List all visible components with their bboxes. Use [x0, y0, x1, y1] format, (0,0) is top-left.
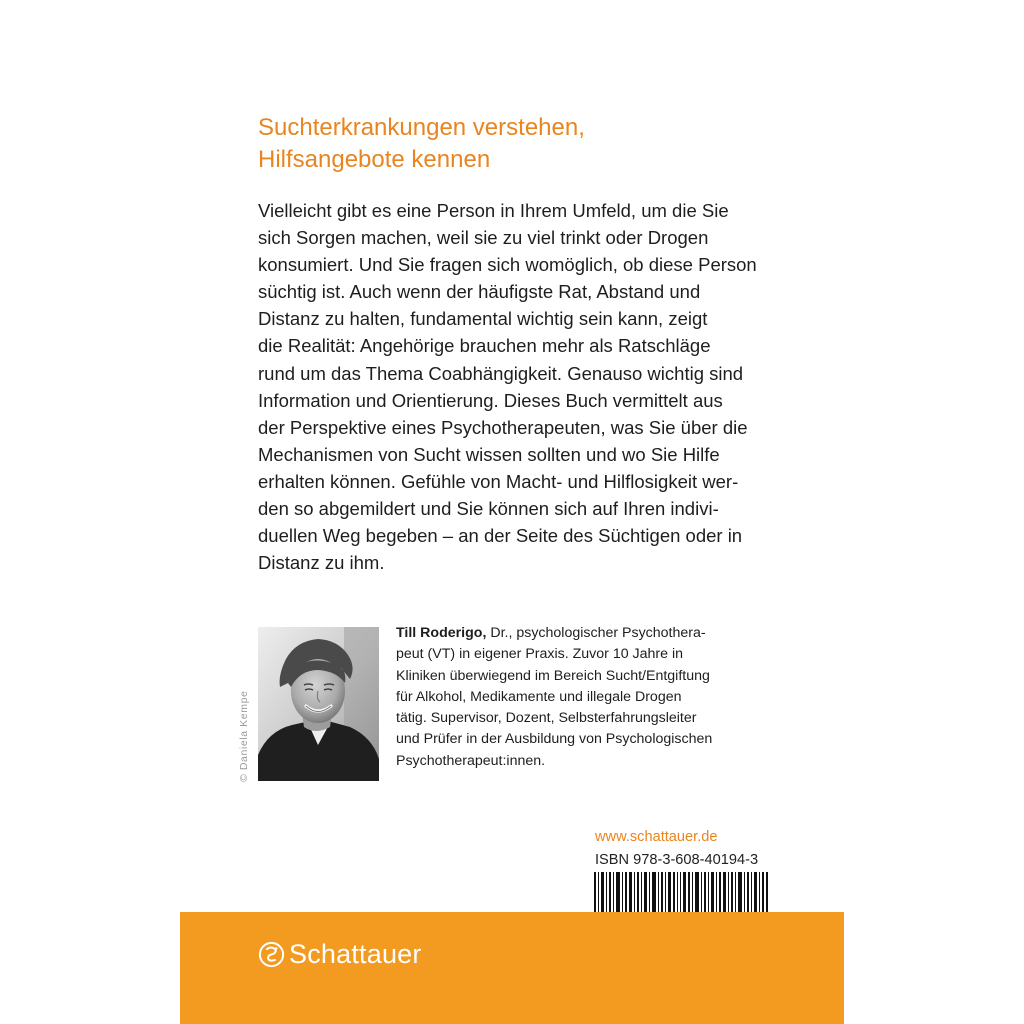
- blurb-line: Vielleicht gibt es eine Person in Ihrem Umfeld, um die Sie: [258, 200, 729, 221]
- author-bio-line: Kliniken überwiegend im Bereich Sucht/Entgiftung: [396, 667, 710, 684]
- author-portrait-icon: [258, 627, 379, 781]
- schattauer-logo-mark-icon: [258, 941, 285, 968]
- isbn-number: ISBN 978-3-608-40194-3: [595, 852, 759, 868]
- blurb-line: Distanz zu halten, fundamental wichtig sein kann, zeigt: [258, 308, 708, 330]
- author-bio-line: und Prüfer in der Ausbildung von Psychologischen: [396, 731, 713, 748]
- blurb-line: duellen Weg begeben – an der Seite des Süchtigen oder in: [258, 525, 743, 547]
- publisher-website[interactable]: www.schattauer.de: [595, 829, 718, 845]
- publisher-logo-text: Schattauer: [289, 938, 422, 969]
- blurb-line: den so abgemildert und Sie können sich auf Ihren indivi-: [258, 498, 719, 520]
- blurb-line: rund um das Thema Coabhängigkeit. Genauso wichtig sind: [258, 362, 744, 384]
- blurb-line: konsumiert. Und Sie fragen sich womöglich, ob diese Person: [258, 254, 757, 276]
- publisher-logo: [258, 936, 422, 972]
- author-bio-line: Psychotherapeut:innen.: [396, 752, 546, 769]
- author-bio-line: für Alkohol, Medikamente und illegale Drogen: [396, 688, 682, 705]
- author-name: Till Roderigo,: [396, 625, 487, 641]
- headline-line-1: Suchterkrankungen verstehen,: [258, 114, 585, 141]
- blurb-line: Mechanismen von Sucht wissen sollten und wo Sie Hilfe: [258, 443, 720, 465]
- author-photo: [258, 627, 379, 781]
- headline-line-2: Hilfsangebote kennen: [258, 146, 491, 173]
- author-bio-line: Dr., psychologischer Psychothera-: [486, 625, 706, 641]
- blurb-text: [258, 197, 788, 576]
- blurb-line: süchtig ist. Auch wenn der häufigste Rat, Abstand und: [258, 281, 701, 303]
- author-bio-line: tätig. Supervisor, Dozent, Selbsterfahrungsleiter: [396, 710, 697, 727]
- photo-credit: © Daniela Kempe: [238, 690, 250, 782]
- author-bio-line: peut (VT) in eigener Praxis. Zuvor 10 Jahre in: [396, 646, 684, 663]
- blurb-line: der Perspektive eines Psychotherapeuten, was Sie über die: [258, 416, 748, 438]
- blurb-line: sich Sorgen machen, weil sie zu viel trinkt oder Drogen: [258, 227, 709, 249]
- blurb-line: die Realität: Angehörige brauchen mehr als Ratschläge: [258, 335, 711, 357]
- blurb-line: erhalten können. Gefühle von Macht- und Hilflosigkeit wer-: [258, 470, 739, 492]
- barcode-icon: [594, 872, 769, 914]
- headline: [258, 112, 818, 176]
- blurb-line: Information und Orientierung. Dieses Buch vermittelt aus: [258, 389, 723, 411]
- author-bio: [396, 623, 776, 772]
- blurb-line: Distanz zu ihm.: [258, 552, 385, 574]
